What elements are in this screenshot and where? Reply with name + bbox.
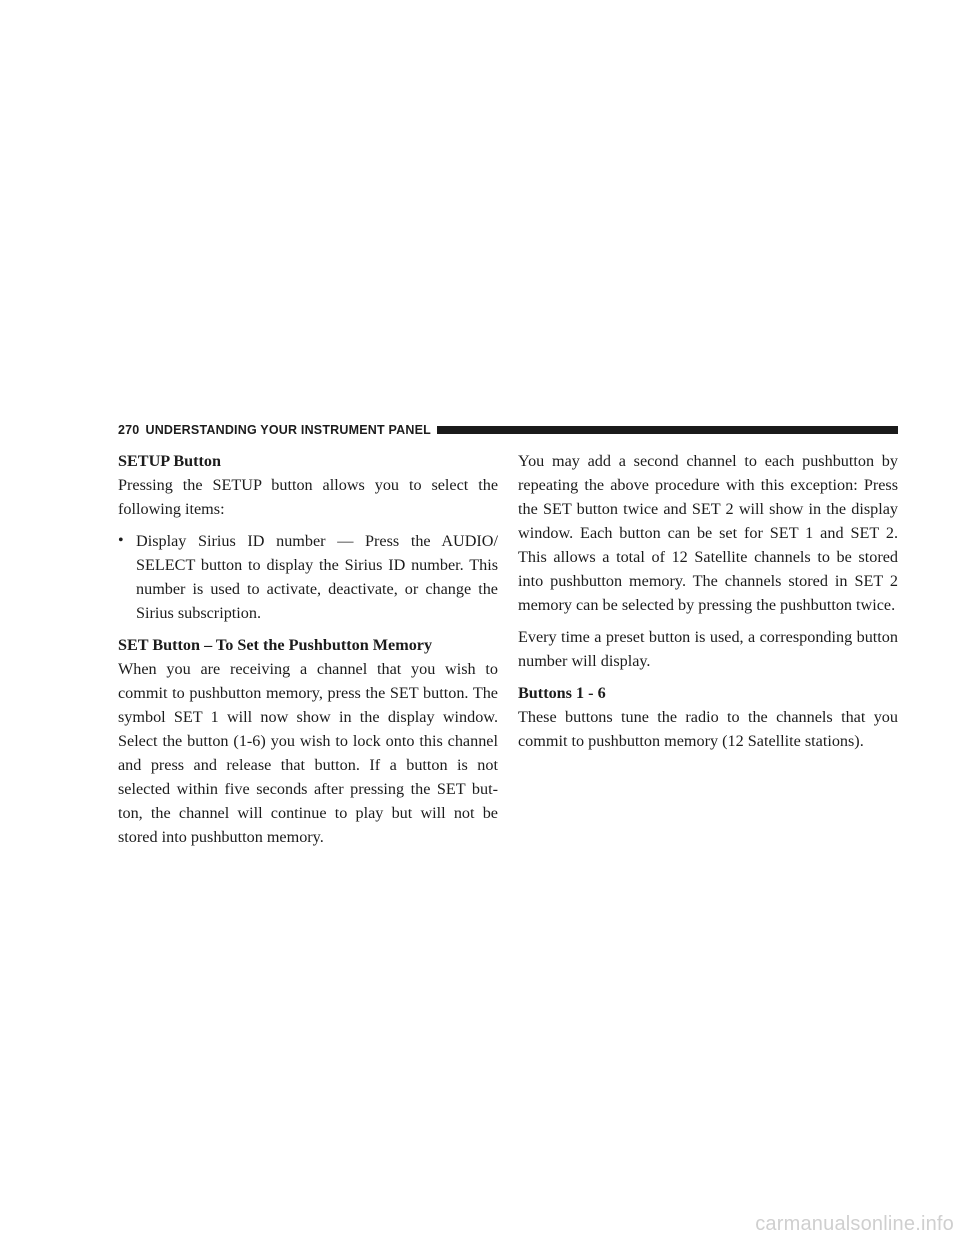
- page-number: 270: [118, 423, 140, 437]
- setup-intro-text: Pressing the SETUP button allows you to select the following items:: [118, 476, 498, 518]
- right-column: [518, 449, 898, 753]
- page-header: [118, 421, 898, 439]
- header-rule: [437, 426, 898, 434]
- setup-bullet-item: [118, 529, 498, 625]
- watermark: carmanualsonline.info: [755, 1213, 954, 1235]
- buttons-1-6-body: These buttons tune the radio to the channels that you commit to pushbutton memory (12 Satellite stations).: [518, 708, 898, 750]
- section-title: UNDERSTANDING YOUR INSTRUMENT PANEL: [145, 423, 431, 437]
- second-channel-text: You may add a second channel to each pushbutton by repeating the above procedure with this exception: Press the SET button twice and SET 2 will show in the display window. Each button can be set for SET 1 and SET 2. This allows a total of 12 Satellite channels to be stored into pushbutton memory. The channels stored in SET 2 memory can be selected by pressing the pushbutton twice.: [518, 452, 898, 614]
- bullet-icon: •: [118, 532, 124, 549]
- set-button-heading: SET Button – To Set the Pushbutton Memory: [118, 636, 433, 654]
- setup-button-heading: SETUP Button: [118, 452, 222, 470]
- set-button-body: When you are receiving a channel that you wish to commit to pushbutton memory, press the SET button. The symbol SET 1 will now show in the display window. Select the button (1-6) you wish to lock onto this channel and press and release that button. If a button is not selected within five seconds after pressing the SET but- ton, the channel will continue to play but will not be stored into pushbutton memory.: [118, 660, 498, 846]
- buttons-1-6-heading: Buttons 1 - 6: [518, 684, 606, 702]
- left-column: [118, 449, 498, 849]
- setup-bullet-text: Display Sirius ID number — Press the AUDIO/ SELECT button to display the Sirius ID number. This number is used to activate, deactivate, or change the Sirius subscription.: [136, 532, 498, 622]
- preset-button-text: Every time a preset button is used, a corresponding button number will display.: [518, 628, 898, 670]
